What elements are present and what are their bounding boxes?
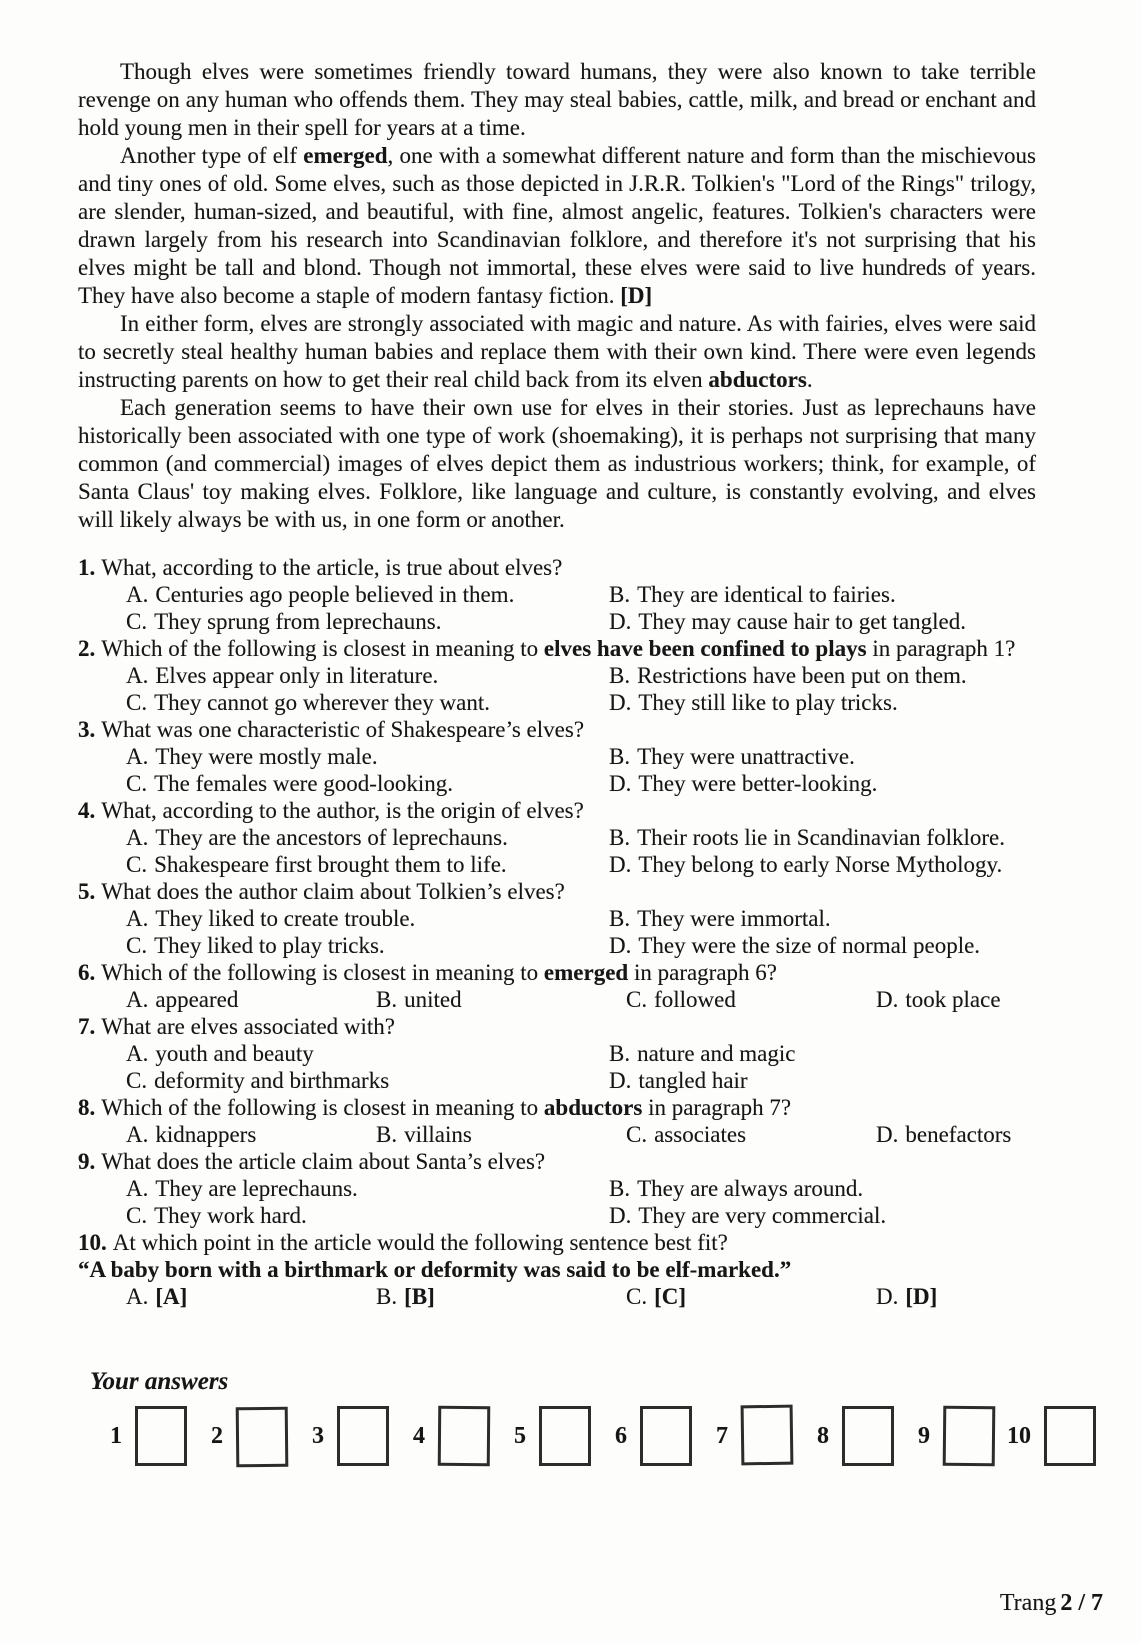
option-letter: C. (626, 1122, 648, 1147)
question-number: 10. (78, 1230, 107, 1255)
option-text: Restrictions have been put on them. (637, 663, 967, 688)
bold-text: emerged (303, 143, 388, 168)
passage-paragraph-2 (78, 142, 1036, 310)
question-10-quote-sentence: “A baby born with a birthmark or deformity was said to be elf-marked.” (78, 1257, 792, 1282)
answer-pair-9 (906, 1406, 995, 1466)
answer-box-6 (640, 1406, 692, 1466)
option-letter: D. (609, 933, 632, 958)
answer-pair-7 (704, 1406, 793, 1466)
bold-text: elves have been confined to plays (543, 636, 867, 661)
question-5-option-D (609, 932, 1036, 959)
question-10-stem (78, 1229, 1036, 1256)
page-content (78, 58, 1036, 1466)
question-9-options (78, 1175, 1036, 1229)
option-text: They were better-looking. (638, 771, 878, 796)
question-6-option-D (876, 986, 1036, 1013)
option-letter: A. (126, 582, 149, 607)
question-8-stem (78, 1094, 1036, 1121)
answer-pair-10 (1007, 1406, 1096, 1466)
option-text: They cannot go wherever they want. (154, 690, 491, 715)
option-letter: A. (126, 987, 149, 1012)
option-letter: A. (126, 1176, 149, 1201)
question-9-option-D (609, 1202, 1036, 1229)
answer-box-2 (236, 1407, 289, 1468)
answer-number-4: 4 (413, 1422, 425, 1449)
answer-boxes-row (98, 1406, 1036, 1466)
option-letter: D. (876, 1284, 899, 1309)
option-letter: C. (626, 1284, 648, 1309)
answer-number-9: 9 (918, 1422, 930, 1449)
question-2-option-A (126, 662, 609, 689)
option-text: They are very commercial. (638, 1203, 887, 1228)
answer-number-1: 1 (110, 1422, 122, 1449)
option-text: They sprung from leprechauns. (154, 609, 442, 634)
answers-section (78, 1368, 1036, 1466)
question-1-stem (78, 554, 1036, 581)
option-letter: B. (609, 663, 631, 688)
option-text: They liked to create trouble. (155, 906, 416, 931)
question-4-option-C (126, 851, 609, 878)
question-number: 4. (78, 798, 96, 823)
answer-box-1 (135, 1406, 187, 1466)
answer-box-8 (842, 1406, 894, 1466)
question-4-options (78, 824, 1036, 878)
option-letter: C. (126, 933, 148, 958)
option-letter: B. (609, 582, 631, 607)
option-text: They still like to play tricks. (638, 690, 898, 715)
text: What are elves associated with? (101, 1014, 396, 1039)
answer-number-8: 8 (817, 1422, 829, 1449)
option-text: Centuries ago people believed in them. (155, 582, 515, 607)
question-number: 6. (78, 960, 96, 985)
footer-page-number: 2 / 7 (1060, 1590, 1103, 1616)
option-letter: A. (126, 744, 149, 769)
text: Which of the following is closest in meaning to (101, 960, 544, 985)
question-9-option-C (126, 1202, 609, 1229)
option-text: They are leprechauns. (155, 1176, 358, 1201)
question-1-options (78, 581, 1036, 635)
question-3-stem (78, 716, 1036, 743)
question-2 (78, 635, 1036, 716)
option-text: benefactors (905, 1122, 1012, 1147)
questions-section (78, 554, 1036, 1310)
option-text: followed (654, 987, 736, 1012)
option-letter: D. (609, 690, 632, 715)
option-letter: C. (126, 609, 148, 634)
answer-box-10 (1044, 1406, 1096, 1466)
question-4 (78, 797, 1036, 878)
answer-pair-6 (603, 1406, 692, 1466)
option-text: youth and beauty (155, 1041, 314, 1066)
question-5-stem (78, 878, 1036, 905)
option-letter: D. (609, 852, 632, 877)
option-text: They were the size of normal people. (638, 933, 981, 958)
question-7-option-D (609, 1067, 1036, 1094)
question-8-option-D (876, 1121, 1036, 1148)
passage-paragraph-1 (78, 58, 1036, 142)
text: In either form, elves are strongly associated with magic and nature. As with fairies, elves were said to secretly steal healthy human babies and replace them with their own kind. There were even legends instructing parents on how to get their real child back from its elven (78, 311, 1036, 392)
answer-number-6: 6 (615, 1422, 627, 1449)
question-3-options (78, 743, 1036, 797)
question-10-option-C (626, 1283, 876, 1310)
option-text: deformity and birthmarks (154, 1068, 390, 1093)
page-footer (1000, 1590, 1103, 1617)
option-letter: C. (126, 1068, 148, 1093)
question-5-option-A (126, 905, 609, 932)
option-text: [A] (155, 1284, 188, 1309)
option-text: [B] (404, 1284, 435, 1309)
question-9-stem (78, 1148, 1036, 1175)
option-letter: B. (609, 1176, 631, 1201)
answer-number-7: 7 (716, 1422, 728, 1449)
bold-text: abductors (708, 367, 807, 392)
option-letter: D. (876, 987, 899, 1012)
bold-text: emerged (543, 960, 629, 985)
option-text: They are identical to fairies. (637, 582, 896, 607)
text: in paragraph 1? (866, 636, 1016, 661)
option-letter: A. (126, 1122, 149, 1147)
option-text: kidnappers (155, 1122, 257, 1147)
answer-pair-5 (502, 1406, 591, 1466)
question-3-option-D (609, 770, 1036, 797)
text: What, according to the article, is true about elves? (101, 555, 563, 580)
question-10 (78, 1229, 1036, 1310)
answer-pair-8 (805, 1406, 894, 1466)
question-1-option-A (126, 581, 609, 608)
option-letter: B. (376, 987, 398, 1012)
option-letter: D. (609, 609, 632, 634)
question-3-option-C (126, 770, 609, 797)
option-text: They were immortal. (637, 906, 831, 931)
question-8-option-B (376, 1121, 626, 1148)
reading-passage (78, 58, 1036, 534)
text: , one with a somewhat different nature and form than the mischievous and tiny ones of old. Some elves, such as those depicted in J.R.R. Tolkien's "Lord of the Rings" trilogy, are slender, human-sized, and beautiful, with fine, almost angelic, features. Tolkien's characters were drawn largely from his research into Scandinavian folklore, and therefore it's not surprising that his elves might be tall and blond. Though not immortal, these elves were said to live hundreds of years. They have also become a staple of modern fantasy fiction. (78, 143, 1036, 308)
question-2-stem (78, 635, 1036, 662)
question-10-option-B (376, 1283, 626, 1310)
text: Each generation seems to have their own use for elves in their stories. Just as leprechauns have historically been associated with one type of work (shoemaking), it is perhaps not surprising that many common (and commercial) images of elves depict them as industrious workers; think, for example, of Santa Claus' toy making elves. Folklore, like language and culture, is constantly evolving, and elves will likely always be with us, in one form or another. (78, 395, 1036, 532)
option-letter: C. (126, 771, 148, 796)
question-6-option-C (626, 986, 876, 1013)
option-text: They were unattractive. (637, 744, 855, 769)
question-7-option-A (126, 1040, 609, 1067)
option-letter: B. (609, 906, 631, 931)
question-number: 3. (78, 717, 96, 742)
question-4-stem (78, 797, 1036, 824)
option-letter: B. (609, 825, 631, 850)
option-letter: A. (126, 663, 149, 688)
question-10-option-D (876, 1283, 1036, 1310)
question-5-option-C (126, 932, 609, 959)
question-7-option-C (126, 1067, 609, 1094)
text: Another type of elf (120, 143, 304, 168)
answer-pair-4 (401, 1406, 490, 1466)
option-letter: C. (126, 852, 148, 877)
option-letter: B. (376, 1284, 398, 1309)
question-9-option-A (126, 1175, 609, 1202)
question-5-option-B (609, 905, 1036, 932)
bold-text: [D] (620, 283, 653, 308)
question-number: 5. (78, 879, 96, 904)
question-9 (78, 1148, 1036, 1229)
answer-box-9 (943, 1406, 996, 1467)
option-text: villains (404, 1122, 472, 1147)
your-answers-label: Your answers (90, 1368, 229, 1395)
option-text: Their roots lie in Scandinavian folklore. (637, 825, 1005, 850)
question-3-option-B (609, 743, 1036, 770)
question-number: 1. (78, 555, 96, 580)
question-6-option-B (376, 986, 626, 1013)
option-letter: A. (126, 906, 149, 931)
question-4-option-A (126, 824, 609, 851)
question-7-stem (78, 1013, 1036, 1040)
option-text: They are the ancestors of leprechauns. (155, 825, 508, 850)
answer-pair-1 (98, 1406, 187, 1466)
passage-paragraph-4 (78, 394, 1036, 534)
option-text: [C] (654, 1284, 687, 1309)
option-text: united (404, 987, 462, 1012)
option-letter: B. (609, 744, 631, 769)
answer-box-3 (337, 1406, 389, 1466)
option-letter: A. (126, 825, 149, 850)
text: What, according to the author, is the origin of elves? (101, 798, 584, 823)
question-1-option-B (609, 581, 1036, 608)
question-5-options (78, 905, 1036, 959)
footer-page-label: Trang (999, 1590, 1057, 1616)
text: Though elves were sometimes friendly toward humans, they were also known to take terrible revenge on any human who offends them. They may steal babies, cattle, milk, and bread or enchant and hold young men in their spell for years at a time. (78, 59, 1036, 140)
question-8-option-A (126, 1121, 376, 1148)
text: What does the article claim about Santa’s elves? (101, 1149, 546, 1174)
answer-box-4 (438, 1406, 491, 1466)
option-letter: B. (376, 1122, 398, 1147)
question-2-option-B (609, 662, 1036, 689)
question-6-stem (78, 959, 1036, 986)
option-letter: B. (609, 1041, 631, 1066)
question-8 (78, 1094, 1036, 1148)
question-1 (78, 554, 1036, 635)
option-text: Elves appear only in literature. (155, 663, 439, 688)
text: What was one characteristic of Shakespeare’s elves? (101, 717, 585, 742)
option-letter: D. (609, 1068, 632, 1093)
question-4-option-D (609, 851, 1036, 878)
question-2-option-C (126, 689, 609, 716)
answer-pair-3 (300, 1406, 389, 1466)
question-6-option-A (126, 986, 376, 1013)
option-text: They liked to play tricks. (154, 933, 385, 958)
question-2-option-D (609, 689, 1036, 716)
question-7 (78, 1013, 1036, 1094)
answer-number-5: 5 (514, 1422, 526, 1449)
option-letter: C. (126, 690, 148, 715)
option-text: [D] (905, 1284, 938, 1309)
answer-number-2: 2 (211, 1422, 223, 1449)
option-letter: C. (126, 1203, 148, 1228)
option-text: They work hard. (154, 1203, 307, 1228)
text: in paragraph 7? (642, 1095, 792, 1120)
question-4-option-B (609, 824, 1036, 851)
question-3-option-A (126, 743, 609, 770)
passage-paragraph-3 (78, 310, 1036, 394)
question-2-options (78, 662, 1036, 716)
text: in paragraph 6? (628, 960, 778, 985)
option-text: They are always around. (637, 1176, 864, 1201)
option-text: appeared (155, 987, 239, 1012)
question-7-options (78, 1040, 1036, 1094)
option-letter: C. (626, 987, 648, 1012)
option-text: took place (905, 987, 1001, 1012)
question-10-option-A (126, 1283, 376, 1310)
question-8-option-C (626, 1121, 876, 1148)
option-text: associates (654, 1122, 747, 1147)
question-9-option-B (609, 1175, 1036, 1202)
option-text: tangled hair (638, 1068, 748, 1093)
question-number: 7. (78, 1014, 96, 1039)
question-number: 9. (78, 1149, 96, 1174)
question-number: 8. (78, 1095, 96, 1120)
text: . (806, 367, 813, 392)
option-letter: D. (609, 1203, 632, 1228)
text: Which of the following is closest in meaning to (101, 636, 544, 661)
question-3 (78, 716, 1036, 797)
answer-pair-2 (199, 1406, 288, 1466)
bold-text: abductors (543, 1095, 643, 1120)
question-1-option-C (126, 608, 609, 635)
option-letter: D. (609, 771, 632, 796)
option-text: They were mostly male. (155, 744, 378, 769)
option-letter: A. (126, 1041, 149, 1066)
answer-number-10: 10 (1007, 1422, 1031, 1449)
question-5 (78, 878, 1036, 959)
option-text: Shakespeare first brought them to life. (154, 852, 507, 877)
answer-box-5 (539, 1406, 591, 1466)
option-text: The females were good-looking. (154, 771, 453, 796)
question-10-options (78, 1283, 1036, 1310)
question-7-option-B (609, 1040, 1036, 1067)
option-letter: D. (876, 1122, 899, 1147)
text: What does the author claim about Tolkien’s elves? (101, 879, 565, 904)
option-letter: A. (126, 1284, 149, 1309)
answer-box-7 (741, 1405, 794, 1466)
question-6 (78, 959, 1036, 1013)
text: At which point in the article would the following sentence best fit? (112, 1230, 728, 1255)
question-6-options (78, 986, 1036, 1013)
answer-number-3: 3 (312, 1422, 324, 1449)
question-8-options (78, 1121, 1036, 1148)
option-text: They may cause hair to get tangled. (638, 609, 967, 634)
option-text: They belong to early Norse Mythology. (638, 852, 1003, 877)
text: Which of the following is closest in meaning to (101, 1095, 544, 1120)
question-number: 2. (78, 636, 96, 661)
option-text: nature and magic (637, 1041, 796, 1066)
question-1-option-D (609, 608, 1036, 635)
